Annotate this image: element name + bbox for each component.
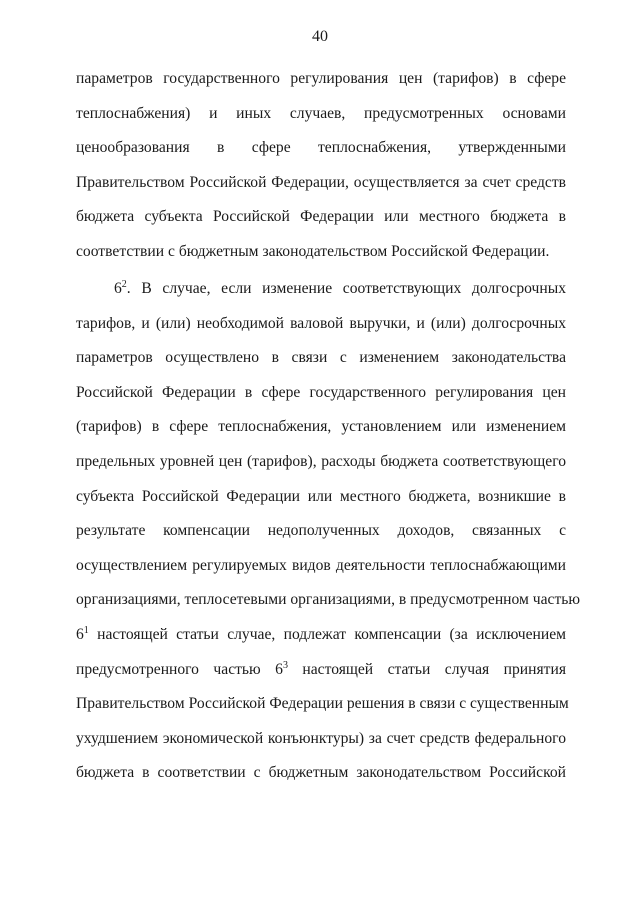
text-line: предельных уровней цен (тарифов), расходы бюджета соответствующего bbox=[76, 452, 566, 470]
reference-number: 6 bbox=[76, 625, 84, 643]
text-line-with-reference bbox=[76, 618, 566, 653]
text-line: (тарифов) в сфере теплоснабжения, установлением или изменением bbox=[76, 418, 566, 436]
text-line: субъекта Российской Федерации или местного бюджета, возникшие в bbox=[76, 487, 566, 505]
page-number: 40 bbox=[312, 28, 328, 45]
text-line: параметров государственного регулирования цен (тарифов) в сфере bbox=[76, 70, 566, 87]
text-span: . В случае, если изменение соответствующих долгосрочных bbox=[126, 280, 566, 297]
text-span: предусмотренного частью bbox=[76, 660, 276, 678]
text-line: Правительством Российской Федерации решения в связи с существенным bbox=[76, 695, 569, 713]
text-line: соответствии с бюджетным законодательством Российской Федерации. bbox=[76, 242, 550, 260]
paragraph-number: 6 bbox=[114, 280, 122, 297]
text-line: ухудшением экономической конъюнктуры) за счет средств федерального bbox=[76, 729, 566, 747]
text-line: осуществлением регулируемых видов деятельности теплоснабжающими bbox=[76, 556, 566, 574]
reference-superscript: 3 bbox=[282, 659, 288, 671]
text-line-with-reference bbox=[76, 653, 566, 688]
paragraph-number-superscript: 2 bbox=[121, 279, 127, 290]
text-span: настоящей статьи случая принятия bbox=[287, 660, 566, 678]
reference-superscript: 1 bbox=[83, 624, 89, 636]
paragraph-first-line bbox=[76, 272, 566, 307]
paragraph-continued bbox=[76, 62, 566, 270]
paragraph-6-2 bbox=[76, 272, 581, 791]
text-span: настоящей статьи случае, подлежат компенсации (за исключением bbox=[88, 625, 566, 643]
text-line: теплоснабжения) и иных случаев, предусмотренных основами bbox=[76, 104, 566, 122]
text-line: Российской Федерации в сфере государственного регулирования цен bbox=[76, 383, 566, 401]
text-line: результате компенсации недополученных доходов, связанных с bbox=[76, 522, 566, 540]
text-line: организациями, теплосетевыми организациями, в предусмотренном частью bbox=[76, 591, 581, 609]
text-line: бюджета субъекта Российской Федерации или местного бюджета в bbox=[76, 208, 566, 226]
reference-number: 6 bbox=[275, 660, 283, 678]
text-line: бюджета в соответствии с бюджетным законодательством Российской bbox=[76, 764, 566, 782]
text-line: параметров осуществлено в связи с изменением законодательства bbox=[76, 349, 566, 367]
text-line: ценообразования в сфере теплоснабжения, утвержденными bbox=[76, 139, 566, 157]
text-line: Правительством Российской Федерации, осуществляется за счет средств bbox=[76, 173, 566, 191]
text-line: тарифов, и (или) необходимой валовой выручки, и (или) долгосрочных bbox=[76, 314, 566, 332]
